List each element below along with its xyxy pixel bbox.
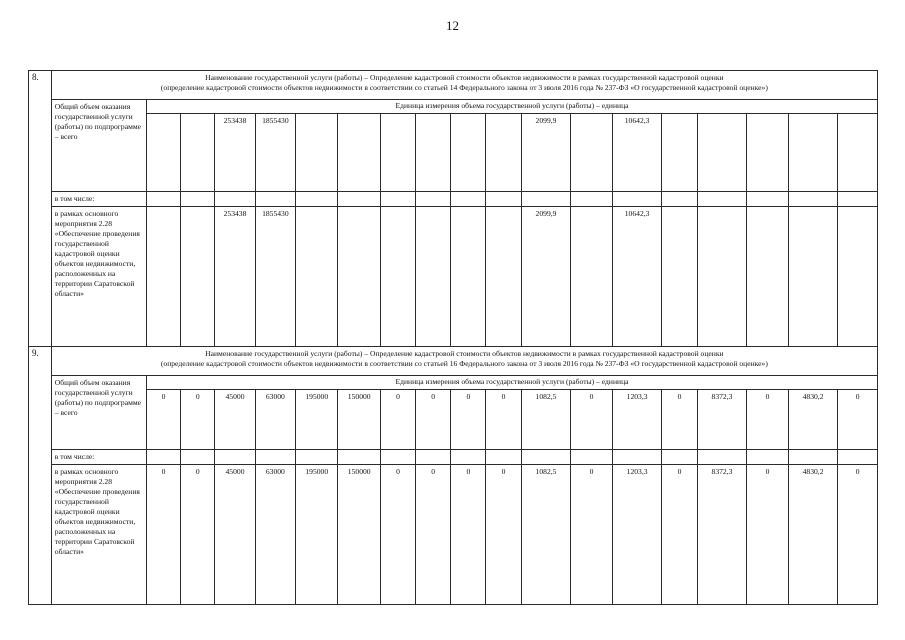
table-row (29, 207, 878, 347)
value-cell (181, 192, 215, 207)
value-cell (296, 450, 338, 465)
value-cell (380, 450, 415, 465)
value-cell: 150000 (338, 390, 380, 450)
table-row (29, 114, 878, 192)
value-cell (451, 450, 486, 465)
value-cell: 0 (571, 390, 612, 450)
value-cell (486, 114, 521, 192)
total-label: Общий объем оказания государственной услуги (работы) по подпрограмме – всего (51, 100, 146, 192)
value-cell: 2099,9 (521, 114, 571, 192)
section-title-line2: (определение кадастровой стоимости объектов недвижимости в соответствии со статьей 16 Федерального закона от 3 июля 2016 года № 237-ФЗ «О государственной кадастровой оценке») (160, 359, 768, 369)
value-cell: 0 (181, 390, 215, 450)
value-cell: 0 (451, 390, 486, 450)
value-cell: 0 (416, 390, 451, 450)
value-cell (747, 207, 788, 347)
value-cell: 63000 (255, 390, 295, 450)
value-cell (296, 207, 338, 347)
value-cell: 8372,3 (697, 465, 747, 605)
value-cell: 150000 (338, 465, 380, 605)
value-cell (571, 450, 612, 465)
value-cell (181, 114, 215, 192)
table-row (29, 450, 878, 465)
value-cell: 10642,3 (612, 207, 662, 347)
value-cell (416, 114, 451, 192)
value-cell (747, 114, 788, 192)
section-title-line1: Наименование государственной услуги (работы) – Определение кадастровой стоимости объектов недвижимости в рамках государственной кадастровой оценки (205, 349, 724, 359)
value-cell (788, 114, 838, 192)
value-cell (838, 114, 878, 192)
value-cell (296, 114, 338, 192)
value-cell (571, 114, 612, 192)
in-that-number-label: в том числе: (51, 450, 146, 465)
value-cell (486, 207, 521, 347)
value-cell (612, 192, 662, 207)
value-cell (416, 450, 451, 465)
value-cell: 2099,9 (521, 207, 571, 347)
value-cell (838, 207, 878, 347)
value-cell (416, 207, 451, 347)
table-row (29, 71, 878, 100)
value-cell (380, 207, 415, 347)
table-row (29, 347, 878, 376)
value-cell: 1203,3 (612, 465, 662, 605)
value-cell (571, 207, 612, 347)
value-cell (380, 114, 415, 192)
value-cell: 1855430 (255, 114, 295, 192)
value-cell: 253438 (215, 114, 255, 192)
value-cell (338, 207, 380, 347)
value-cell (215, 192, 255, 207)
value-cell: 0 (147, 390, 181, 450)
value-cell: 0 (451, 465, 486, 605)
value-cell (181, 207, 215, 347)
value-cell: 1203,3 (612, 390, 662, 450)
section-title-line1: Наименование государственной услуги (работы) – Определение кадастровой стоимости объектов недвижимости в рамках государственной кадастровой оценки (205, 73, 724, 82)
table-row (29, 100, 878, 114)
unit-line: Единица измерения объема государственной услуги (работы) – единица (147, 100, 878, 114)
section-title (51, 347, 877, 376)
value-cell: 8372,3 (697, 390, 747, 450)
in-that-number-label: в том числе: (51, 192, 146, 207)
value-cell: 4830,2 (788, 390, 838, 450)
value-cell (521, 450, 571, 465)
value-cell: 1855430 (255, 207, 295, 347)
value-cell (338, 114, 380, 192)
value-cell: 0 (838, 465, 878, 605)
value-cell (338, 450, 380, 465)
value-cell: 45000 (215, 465, 255, 605)
value-cell: 253438 (215, 207, 255, 347)
table-row (29, 465, 878, 605)
measure-label: в рамках основного мероприятия 2.28 «Обеспечение проведения государственной кадастровой оценки объектов недвижимости, расположенных на территории Саратовской области» (51, 465, 146, 605)
unit-line: Единица измерения объема государственной услуги (работы) – единица (147, 376, 878, 390)
value-cell: 45000 (215, 390, 255, 450)
value-cell: 0 (571, 465, 612, 605)
value-cell (697, 207, 747, 347)
value-cell (416, 192, 451, 207)
value-cell (147, 450, 181, 465)
value-cell: 1082,5 (521, 390, 571, 450)
value-cell (697, 450, 747, 465)
value-cell (215, 450, 255, 465)
value-cell: 0 (181, 465, 215, 605)
section-title-line2: (определение кадастровой стоимости объектов недвижимости в соответствии со статьей 14 Федерального закона от 3 июля 2016 года № 237-ФЗ «О государственной кадастровой оценке») (160, 83, 768, 93)
value-cell (571, 192, 612, 207)
value-cell: 0 (486, 465, 521, 605)
value-cell (147, 114, 181, 192)
value-cell (380, 192, 415, 207)
value-cell (451, 207, 486, 347)
value-cell (747, 192, 788, 207)
value-cell: 4830,2 (788, 465, 838, 605)
value-cell (697, 192, 747, 207)
value-cell: 0 (416, 465, 451, 605)
table-row (29, 390, 878, 450)
value-cell: 0 (747, 390, 788, 450)
page-number: 12 (446, 18, 459, 33)
value-cell (521, 192, 571, 207)
value-cell (662, 450, 697, 465)
value-cell: 0 (486, 390, 521, 450)
value-cell (255, 192, 295, 207)
value-cell (486, 192, 521, 207)
value-cell: 0 (662, 390, 697, 450)
value-cell (747, 450, 788, 465)
value-cell (662, 207, 697, 347)
value-cell (451, 192, 486, 207)
value-cell (697, 114, 747, 192)
value-cell (147, 192, 181, 207)
measure-label: в рамках основного мероприятия 2.28 «Обеспечение проведения государственной кадастровой оценки объектов недвижимости, расположенных на территории Саратовской области» (51, 207, 146, 347)
section-number: 8. (29, 71, 52, 347)
value-cell (662, 192, 697, 207)
value-cell (338, 192, 380, 207)
value-cell (451, 114, 486, 192)
value-cell (612, 450, 662, 465)
table-row (29, 376, 878, 390)
value-cell: 10642,3 (612, 114, 662, 192)
total-label: Общий объем оказания государственной услуги (работы) по подпрограмме – всего (51, 376, 146, 450)
value-cell: 0 (380, 390, 415, 450)
value-cell (181, 450, 215, 465)
value-cell: 0 (747, 465, 788, 605)
value-cell (838, 192, 878, 207)
services-table (28, 70, 878, 605)
section-title (51, 71, 877, 100)
value-cell: 63000 (255, 465, 295, 605)
value-cell: 0 (662, 465, 697, 605)
value-cell: 1082,5 (521, 465, 571, 605)
value-cell: 195000 (296, 465, 338, 605)
value-cell (296, 192, 338, 207)
value-cell: 0 (838, 390, 878, 450)
value-cell: 0 (147, 465, 181, 605)
value-cell (486, 450, 521, 465)
section-number: 9. (29, 347, 52, 605)
table-row (29, 192, 878, 207)
value-cell (838, 450, 878, 465)
value-cell (788, 192, 838, 207)
value-cell (788, 450, 838, 465)
value-cell (255, 450, 295, 465)
value-cell (147, 207, 181, 347)
value-cell: 195000 (296, 390, 338, 450)
value-cell (662, 114, 697, 192)
value-cell (788, 207, 838, 347)
value-cell: 0 (380, 465, 415, 605)
